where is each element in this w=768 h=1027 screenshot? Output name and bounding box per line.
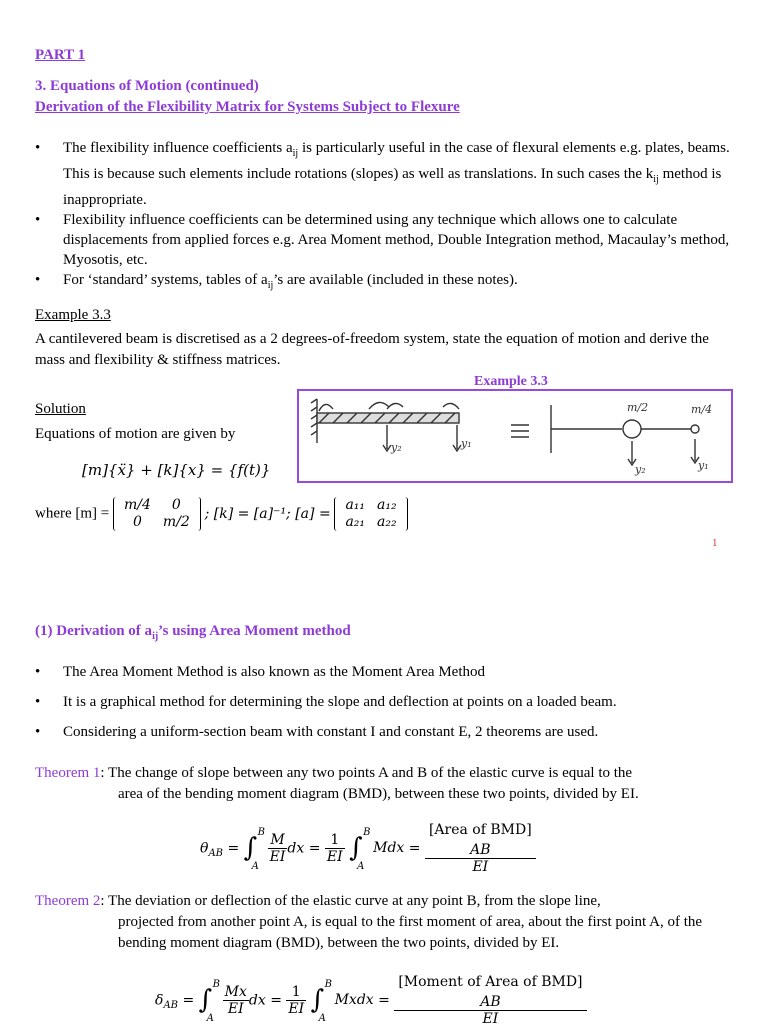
m4-label: m/4 — [691, 403, 713, 416]
solution-heading: Solution — [35, 401, 86, 417]
page-subtitle: Derivation of the Flexibility Matrix for Systems Subject to Flexure — [35, 99, 460, 115]
stiffness-relation: ; [k] = [a]⁻¹; [a] = — [204, 506, 331, 522]
figure-caption: Example 3.3 — [474, 374, 548, 389]
theorem-2-label: Theorem 2 — [35, 893, 101, 909]
theorem-1-equation: $\theta_{AB}$ = ∫ B A $\frac{M}{EI}$ dx = $\frac{1}{EI}$ ∫ B A Mdx = [Area of BMD] $_{AB}$ EI — [200, 822, 536, 875]
section-title: 3. Equations of Motion (continued) — [35, 78, 259, 94]
example-heading: Example 3.3 — [35, 307, 111, 323]
m2-label: m/2 — [627, 401, 649, 414]
theorem-2-equation: $\delta_{AB}$ = ∫ B A $\frac{Mx}{EI}$ dx = $\frac{1}{EI}$ ∫ B A Mxdx = [Moment of Area of BMD] $_{AB}$ EI — [155, 974, 587, 1027]
page-number: 1 — [712, 537, 718, 549]
list-item: • The Area Moment Method is also known as the Moment Area Method — [35, 662, 735, 682]
y2-label-model: y₂ — [635, 463, 646, 476]
theorem-1: Theorem 1: The change of slope between any two points A and B of the elastic curve is equal to the area of the bending moment diagram (BMD), between these two points, divided by EI. — [35, 765, 639, 802]
intro-bullet-list — [35, 138, 735, 296]
part-heading: PART 1 — [35, 47, 86, 63]
y2-label: y₂ — [391, 441, 402, 454]
y1-label-model: y₁ — [698, 459, 709, 472]
example-text: A cantilevered beam is discretised as a 2 degrees-of-freedom system, state the equation of motion and derive the mass and flexibility & stiffness matrices. — [35, 331, 709, 368]
list-item: • It is a graphical method for determining the slope and deflection at points on a loaded beam. — [35, 692, 735, 712]
list-item: • For ‘standard’ systems, tables of $a_{ij}’s$ are available (included in these notes). — [35, 270, 735, 296]
list-item: • The flexibility influence coefficients $a_{ij}$ is particularly useful in the case of flexural elements e.g. plates, beams. This is because such elements include rotations (slopes) as well as translations. In such cases the $k_{ij}$ method is inappropriate. — [35, 138, 735, 210]
list-item: • Considering a uniform-section beam with constant I and constant E, 2 theorems are used. — [35, 722, 735, 742]
where-label: where [m] = — [35, 505, 110, 522]
equation-of-motion: [m]{ẍ} + [k]{x} = {f(t)} — [82, 461, 271, 479]
theorem-2: Theorem 2: The deviation or deflection of the elastic curve at any point B, from the slope line, projected from another point A, is equal to the first moment of area, about the first point A, of the bending moment diagram (BMD), between the two points, divided by EI. — [35, 893, 703, 951]
area-moment-bullet-list — [35, 662, 735, 742]
solution-text: Equations of motion are given by — [35, 426, 236, 442]
flexibility-matrix: a₁₁ a₁₂ a₂₁ a₂₂ — [334, 497, 407, 531]
section2-title: (1) Derivation of $a_{ij}’s$ using Area Moment method — [35, 623, 351, 642]
list-item: • Flexibility influence coefficients can be determined using any technique which allows one to calculate displacements from applied forces e.g. Area Moment method, Double Integration method, Macaulay’s method, Myosotis, etc. — [35, 210, 735, 270]
theorem-1-label: Theorem 1 — [35, 765, 101, 781]
mass-matrix: m/4 0 0 m/2 — [113, 497, 201, 531]
matrix-definitions — [35, 497, 408, 531]
y1-label: y₁ — [461, 437, 472, 450]
beam-figure — [297, 389, 733, 483]
cantilever-beam-sketch — [299, 391, 731, 481]
